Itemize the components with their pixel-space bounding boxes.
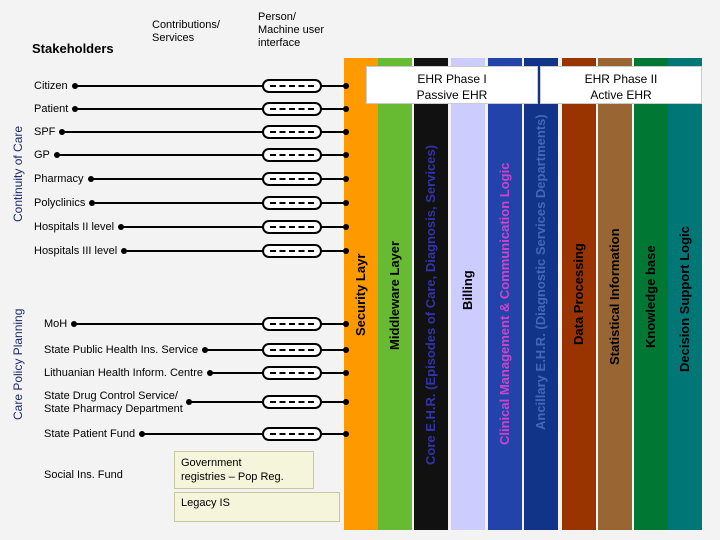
connector-dot-right	[343, 370, 349, 376]
connector-dot-right	[343, 431, 349, 437]
connector-dot-right	[343, 399, 349, 405]
interface-pill	[262, 125, 322, 139]
interface-pill	[262, 172, 322, 186]
stakeholder-label-13: State Patient Fund	[44, 428, 136, 440]
stakeholder-label-8: Hospitals III level	[34, 245, 118, 257]
connector-dot-right	[343, 106, 349, 112]
layer-label-9: Knowledge base	[643, 245, 658, 348]
layer-label-8: Statistical Information	[607, 228, 622, 365]
layer-label-10: Decision Support Logic	[677, 226, 692, 372]
government-registries-box: Government registries – Pop Reg.	[174, 451, 314, 489]
connector-dot-right	[343, 347, 349, 353]
connector-dot-right	[343, 152, 349, 158]
ehr-phase-2-box: EHR Phase II Active EHR	[540, 66, 702, 104]
layer-label-4: Billing	[460, 270, 475, 310]
interface-pill	[262, 148, 322, 162]
care-policy-planning-label: Care Policy Planning	[11, 308, 25, 420]
connector-dot-right	[343, 200, 349, 206]
stakeholder-label-3: SPF	[34, 126, 56, 138]
stakeholder-label-14: Social Ins. Fund	[44, 469, 123, 481]
interface-pill	[262, 196, 322, 210]
legacy-is-box: Legacy IS	[174, 492, 340, 522]
stakeholder-label-10: State Public Health Ins. Service	[44, 344, 199, 356]
interface-pill	[262, 244, 322, 258]
interface-pill	[262, 343, 322, 357]
interface-pill	[262, 79, 322, 93]
stakeholder-label-12: State Drug Control Service/ State Pharmacy Department	[44, 390, 183, 415]
interface-pill	[262, 366, 322, 380]
layer-label-6: Ancillary E.H.R. (Diagnostic Services Departments)	[533, 114, 548, 430]
stakeholder-label-7: Hospitals II level	[34, 221, 115, 233]
connector-dot-right	[343, 129, 349, 135]
continuity-of-care-label: Continuity of Care	[11, 125, 25, 222]
stakeholder-label-11: Lithuanian Health Inform. Centre	[44, 367, 203, 379]
stakeholders-heading: Stakeholders	[32, 41, 114, 56]
connector-dot-right	[343, 224, 349, 230]
stakeholder-label-2: Patient	[34, 103, 69, 115]
interface-pill	[262, 395, 322, 409]
interface-pill	[262, 220, 322, 234]
connector-dot-right	[343, 176, 349, 182]
connector-dot-right	[343, 248, 349, 254]
contributions-heading: Contributions/ Services	[152, 19, 220, 44]
layer-label-1: Security Layr	[353, 253, 368, 336]
connector-dot-right	[343, 321, 349, 327]
layer-label-5: Clinical Management & Communication Logic	[497, 162, 512, 445]
layer-label-7: Data Processing	[571, 243, 586, 345]
person-machine-heading: Person/ Machine user interface	[258, 11, 325, 49]
stakeholder-label-9: MoH	[44, 318, 68, 330]
ehr-phase-1-box: EHR Phase I Passive EHR	[366, 66, 538, 104]
stakeholder-label-5: Pharmacy	[34, 173, 84, 185]
interface-pill	[262, 102, 322, 116]
layer-label-2: Middleware Layer	[387, 240, 402, 350]
stakeholder-label-1: Citizen	[34, 80, 68, 92]
interface-pill	[262, 317, 322, 331]
layer-label-3: Core E.H.R. (Episodes of Care, Diagnosis, Services)	[423, 144, 438, 465]
interface-pill	[262, 427, 322, 441]
stakeholder-label-6: Polyclinics	[34, 197, 86, 209]
stakeholder-label-4: GP	[34, 149, 50, 161]
connector-dot-right	[343, 83, 349, 89]
